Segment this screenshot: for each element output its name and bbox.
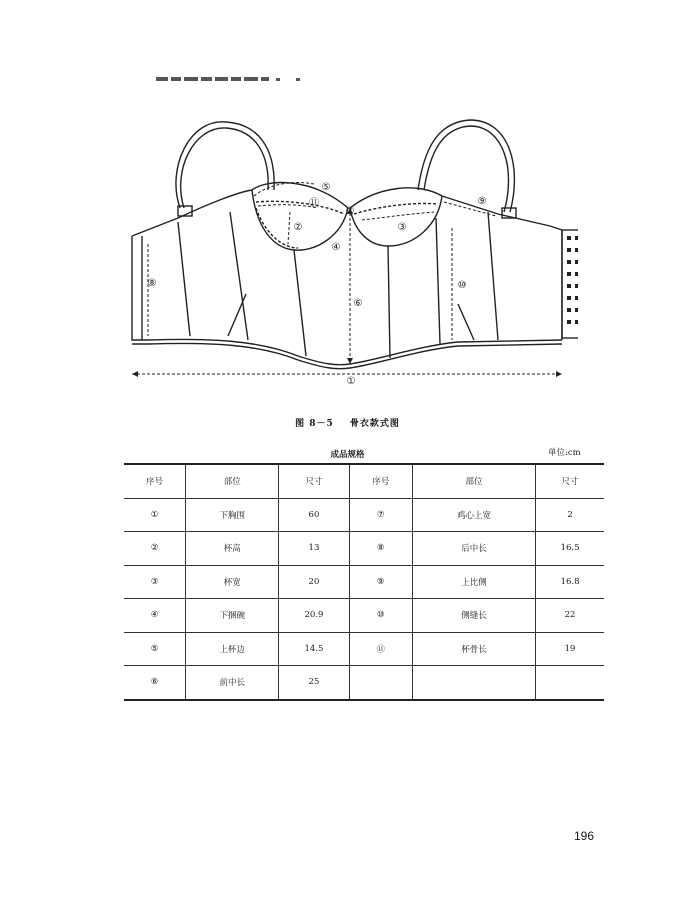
table-cell: 2 bbox=[536, 498, 604, 532]
marker-10: ⑩ bbox=[457, 280, 467, 291]
table-cell: 鸡心上宽 bbox=[412, 498, 535, 532]
table-cell: ⑥ bbox=[124, 666, 186, 700]
table-cell: 14.5 bbox=[279, 632, 349, 666]
table-cell: ① bbox=[124, 498, 186, 532]
table-cell: ③ bbox=[124, 565, 186, 599]
table-cell: 16.8 bbox=[536, 565, 604, 599]
table-cell: 22 bbox=[536, 599, 604, 633]
marker-2: ② bbox=[293, 222, 303, 233]
table-cell: 60 bbox=[279, 498, 349, 532]
table-cell: 前中长 bbox=[186, 666, 279, 700]
table-cell: 杯高 bbox=[186, 532, 279, 566]
table-unit: 单位:cm bbox=[548, 448, 581, 458]
table-cell: ⑧ bbox=[349, 532, 412, 566]
faded-header-marks bbox=[156, 76, 306, 82]
table-cell: ⑩ bbox=[349, 599, 412, 633]
header-cell: 部位 bbox=[412, 464, 535, 498]
header-cell: 尺寸 bbox=[536, 464, 604, 498]
table-cell: 16.5 bbox=[536, 532, 604, 566]
table-cell: 25 bbox=[279, 666, 349, 700]
table-cell: ⑪ bbox=[349, 632, 412, 666]
table-cell: 20 bbox=[279, 565, 349, 599]
table-cell: ⑨ bbox=[349, 565, 412, 599]
marker-11: ⑪ bbox=[309, 198, 319, 209]
table-header-row bbox=[124, 464, 604, 498]
table-row bbox=[124, 632, 604, 666]
marker-8: ⑧ bbox=[147, 278, 157, 289]
finished-size-table bbox=[124, 463, 604, 701]
table-cell: ⑦ bbox=[349, 498, 412, 532]
marker-1: ① bbox=[346, 376, 356, 387]
table-cell: 下胸围 bbox=[186, 498, 279, 532]
table-cell: 上杯边 bbox=[186, 632, 279, 666]
bra-style-drawing bbox=[118, 108, 578, 408]
figure-number: 图 8－5 bbox=[295, 419, 334, 429]
table-cell: 20.9 bbox=[279, 599, 349, 633]
table-title: 成品规格 bbox=[330, 450, 365, 460]
table-cell: 13 bbox=[279, 532, 349, 566]
table-cell: 上比侧 bbox=[412, 565, 535, 599]
marker-6: ⑥ bbox=[353, 298, 363, 309]
page-number: 196 bbox=[574, 829, 595, 843]
marker-7: ⑦ bbox=[345, 206, 355, 217]
table-row bbox=[124, 666, 604, 700]
marker-9: ⑨ bbox=[477, 196, 487, 207]
marker-4: ④ bbox=[331, 242, 341, 253]
table-cell: 杯骨长 bbox=[412, 632, 535, 666]
table-cell: 侧缝长 bbox=[412, 599, 535, 633]
table-row bbox=[124, 565, 604, 599]
table-cell bbox=[536, 666, 604, 700]
table-row bbox=[124, 532, 604, 566]
table-cell: ② bbox=[124, 532, 186, 566]
table-cell: ⑤ bbox=[124, 632, 186, 666]
header-cell: 序号 bbox=[349, 464, 412, 498]
table-cell: 下捆碗 bbox=[186, 599, 279, 633]
table-row bbox=[124, 599, 604, 633]
table-cell: 后中长 bbox=[412, 532, 535, 566]
marker-3: ③ bbox=[397, 222, 407, 233]
table-cell bbox=[412, 666, 535, 700]
table-cell: 杯宽 bbox=[186, 565, 279, 599]
table-cell: 19 bbox=[536, 632, 604, 666]
header-cell: 序号 bbox=[124, 464, 186, 498]
table-cell bbox=[349, 666, 412, 700]
header-cell: 尺寸 bbox=[279, 464, 349, 498]
header-cell: 部位 bbox=[186, 464, 279, 498]
table-row bbox=[124, 498, 604, 532]
marker-5: ⑤ bbox=[321, 182, 331, 193]
figure-caption bbox=[0, 416, 695, 429]
figure-title: 骨衣款式图 bbox=[349, 419, 400, 429]
table-cell: ④ bbox=[124, 599, 186, 633]
